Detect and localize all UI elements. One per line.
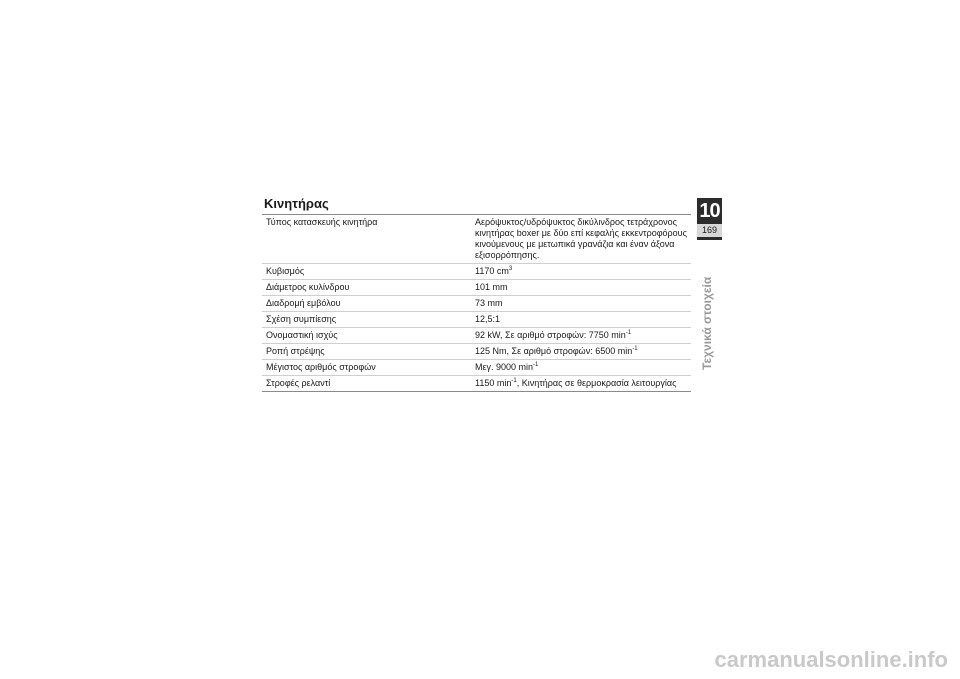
spec-unit-exponent: -1 xyxy=(632,346,638,352)
spec-label: Σχέση συμπίεσης xyxy=(262,312,471,328)
spec-label: Διαδρομή εμβόλου xyxy=(262,296,471,312)
spec-unit-exponent: -1 xyxy=(625,330,632,336)
section-title: Κινητήρας xyxy=(264,196,329,211)
watermark: carmanualsonline.info xyxy=(714,647,948,672)
spec-unit-exponent: 3 xyxy=(508,266,513,272)
spec-value-cell xyxy=(471,344,691,360)
spec-value-cell xyxy=(471,360,691,376)
table-row xyxy=(262,376,691,392)
table-row xyxy=(262,328,691,344)
spec-value: 1150 min xyxy=(475,378,512,388)
spec-label: Τύπος κατασκευής κινητήρα xyxy=(262,215,471,264)
table-row xyxy=(262,360,691,376)
spec-value-cell xyxy=(471,328,691,344)
spec-value: 101 mm xyxy=(471,280,691,296)
spec-value: Αερόψυκτος/υδρόψυκτος δικύλινδρος τετράχρονος κινητήρας boxer με δύο επί κεφαλής εκκεντροφόρους κινούμενους με μετωπικά γρανάζια και έναν άξονα εξισορρόπησης. xyxy=(471,215,691,264)
spec-label: Στροφές ρελαντί xyxy=(262,376,471,392)
table-row xyxy=(262,312,691,328)
table-row xyxy=(262,215,691,264)
spec-value: 73 mm xyxy=(471,296,691,312)
spec-value-cell xyxy=(471,376,691,392)
spec-label: Διάμετρος κυλίνδρου xyxy=(262,280,471,296)
table-row xyxy=(262,344,691,360)
table-row xyxy=(262,280,691,296)
chapter-tab xyxy=(697,198,722,240)
chapter-side-title: Τεχνικά στοιχεία xyxy=(700,276,714,370)
spec-value: 125 Nm, Σε αριθμό στροφών: 6500 min xyxy=(475,346,633,356)
spec-label: Κυβισμός xyxy=(262,264,471,280)
page-number: 169 xyxy=(697,224,722,237)
engine-spec-table xyxy=(262,214,691,392)
spec-unit-exponent: -1 xyxy=(533,362,539,368)
table-row xyxy=(262,296,691,312)
spec-unit-exponent: -1 xyxy=(511,378,517,384)
table-row xyxy=(262,264,691,280)
spec-value: 12,5:1 xyxy=(471,312,691,328)
spec-value: Μεγ. 9000 min xyxy=(475,362,534,372)
spec-value: 1170 cm xyxy=(475,266,509,276)
spec-label: Ονομαστική ισχύς xyxy=(262,328,471,344)
spec-value: 92 kW, Σε αριθμό στροφών: 7750 min xyxy=(475,330,626,340)
spec-label: Μέγιστος αριθμός στροφών xyxy=(262,360,471,376)
spec-label: Ροπή στρέψης xyxy=(262,344,471,360)
chapter-number: 10 xyxy=(699,200,720,222)
spec-value-tail: , Κινητήρας σε θερμοκρασία λειτουργίας xyxy=(516,378,677,388)
spec-value-cell xyxy=(471,264,691,280)
